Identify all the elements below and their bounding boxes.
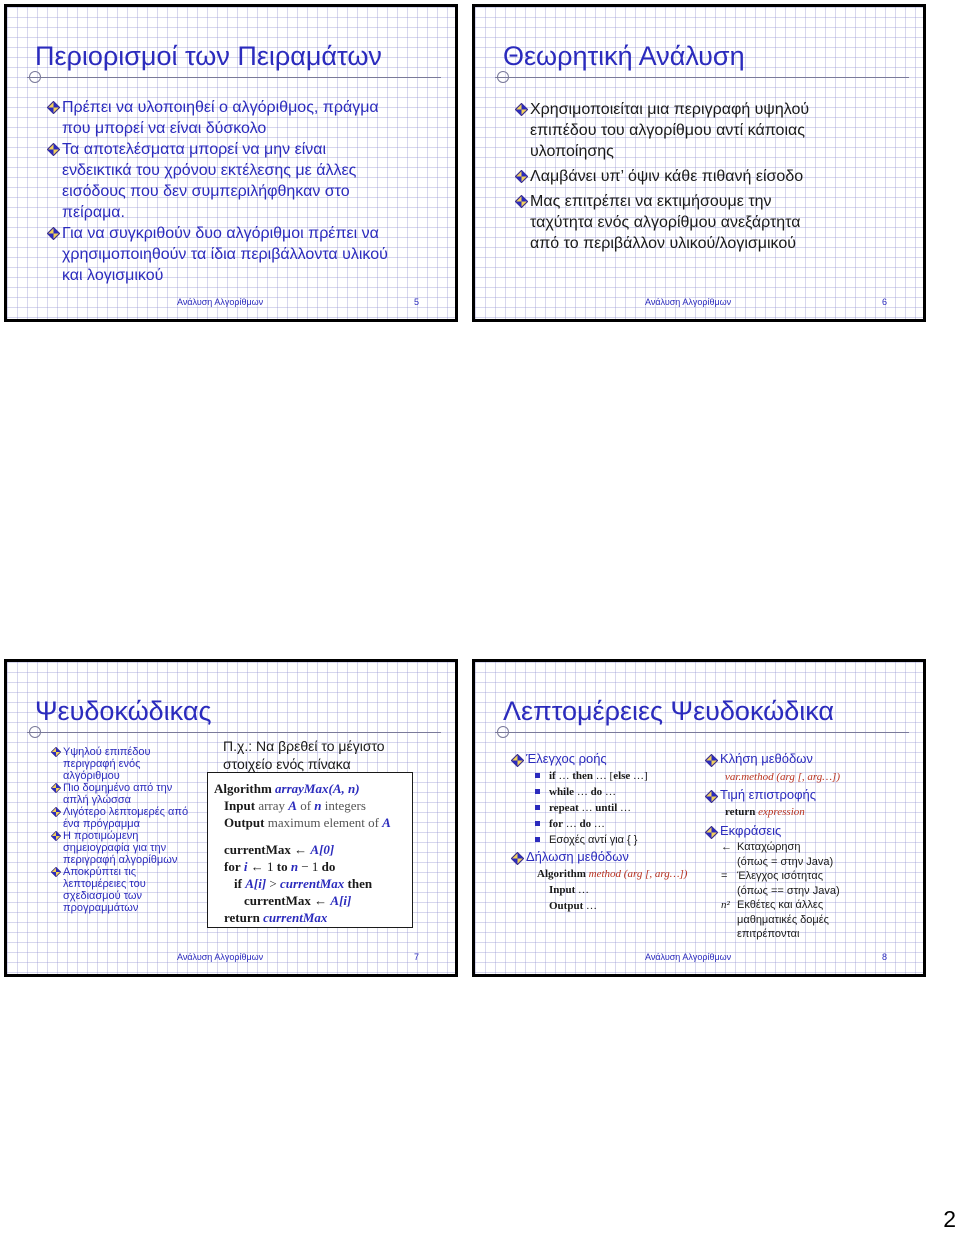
list-item: (όπως = στην Java) [737, 855, 834, 868]
diamond-bullet-icon [51, 807, 61, 817]
bullet-item: Δήλωση μεθόδων [511, 848, 711, 865]
title-rule [495, 732, 909, 733]
bullet-item: Η προτιμώμενη σημειογραφία για την περιγραφή αλγορίθμων [51, 830, 211, 866]
footer-label: Ανάλυση Αλγορίθμων [645, 952, 732, 962]
diamond-bullet-icon [51, 867, 61, 877]
slide-number: 6 [881, 297, 887, 307]
code-line: Algorithm method (arg [, arg…]) [537, 868, 688, 880]
bullet-item: Πιο δομημένο από την απλή γλώσσα [51, 782, 211, 806]
slide-number: 5 [413, 297, 419, 307]
square-bullet-icon [535, 773, 540, 778]
bullet-item: Τιμή επιστροφής [705, 786, 915, 803]
square-bullet-icon [535, 821, 540, 826]
diamond-bullet-icon [51, 783, 61, 793]
list-item: for … do … [535, 816, 648, 832]
slide-title: Θεωρητική Ανάλυση [503, 41, 745, 71]
footer-label: Ανάλυση Αλγορίθμων [177, 297, 264, 307]
slide-5 [4, 4, 458, 322]
bullet-item: Τα αποτελέσματα μπορεί να μην είναι ενδεικτικά του χρόνου εκτέλεσης με άλλες εισόδους που δεν συμπεριλήφθηκαν στο πείραμα. [47, 139, 437, 223]
list-item: while … do … [535, 784, 648, 800]
bullet-item: Μας επιτρέπει να εκτιμήσουμε την ταχύτητα ενός αλγορίθμου ανεξάρτητα από το περιβάλλον υλικού/λογισμικού [515, 191, 905, 254]
code-line: Output … [549, 900, 597, 912]
method-declaration [537, 866, 687, 914]
list-item: repeat … until … [535, 800, 648, 816]
right-column-2 [705, 786, 915, 803]
slide-number: 8 [881, 952, 887, 962]
diamond-bullet-icon [515, 103, 528, 116]
return-syntax: return expression [725, 806, 805, 818]
example-caption: Π.χ.: Να βρεθεί το μέγιστο στοιχείο ενός πίνακα [223, 738, 385, 772]
slide-title: Λεπτομέρειες Ψευδοκώδικα [503, 696, 835, 726]
bullet-item: Εκφράσεις [705, 822, 915, 839]
list-item: Εσοχές αντί για { } [535, 832, 648, 848]
square-bullet-icon [535, 789, 540, 794]
list-item: n² Εκθέτες και άλλες [721, 899, 824, 911]
rule-circle [29, 726, 41, 738]
left-column-2 [511, 848, 711, 865]
diamond-bullet-icon [705, 790, 718, 803]
footer-label: Ανάλυση Αλγορίθμων [177, 952, 264, 962]
code-line: Input array A of n integers [224, 798, 366, 813]
bullet-item: Πρέπει να υλοποιηθεί ο αλγόριθμος, πράγμα που μπορεί να είναι δύσκολο [47, 97, 437, 139]
diamond-bullet-icon [51, 831, 61, 841]
slide-6 [472, 4, 926, 322]
diamond-bullet-icon [47, 143, 60, 156]
bullet-list [51, 746, 211, 914]
bullet-item: Λαμβάνει υπ’ όψιν κάθε πιθανή είσοδο [515, 166, 905, 187]
list-item: μαθηματικές δομές [737, 913, 829, 926]
bullet-list [515, 99, 905, 254]
title-rule [495, 77, 909, 78]
right-column-3 [705, 822, 915, 839]
method-call-syntax: var.method (arg [, arg…]) [725, 771, 840, 783]
slide-footer [475, 952, 923, 966]
code-line: if A[i] > currentMax then [234, 876, 373, 891]
diamond-bullet-icon [511, 754, 524, 767]
code-line: Output maximum element of A [224, 815, 391, 830]
left-column [511, 750, 711, 767]
slide-footer [7, 297, 455, 311]
code-line: Algorithm arrayMax(A, n) [214, 781, 360, 796]
slide-number: 7 [413, 952, 419, 962]
rule-circle [29, 71, 41, 83]
list-item: ← Καταχώρηση [721, 841, 801, 853]
bullet-item: Χρησιμοποιείται μια περιγραφή υψηλού επιπέδου του αλγορίθμου αντί κάποιας υλοποίησης [515, 99, 905, 162]
diamond-bullet-icon [47, 101, 60, 114]
slide-footer [7, 952, 455, 966]
diamond-bullet-icon [515, 195, 528, 208]
code-line: currentMax ← A[i] [244, 893, 352, 908]
pseudocode-box [207, 772, 413, 928]
diamond-bullet-icon [515, 170, 528, 183]
title-rule [27, 77, 441, 78]
title-rule [27, 732, 441, 733]
list-item: (όπως == στην Java) [737, 884, 840, 897]
list-item: επιτρέπονται [737, 928, 800, 940]
code-line: currentMax ← A[0] [224, 842, 335, 857]
bullet-item: Κλήση μεθόδων [705, 750, 915, 767]
diamond-bullet-icon [511, 852, 524, 865]
expressions-list [721, 840, 840, 942]
diamond-bullet-icon [705, 754, 718, 767]
slide-footer [475, 297, 923, 311]
code-line: Input … [549, 884, 590, 896]
slide-title: Ψευδοκώδικας [35, 696, 212, 726]
diamond-bullet-icon [47, 227, 60, 240]
control-flow-list [535, 768, 648, 848]
list-item: = Έλεγχος ισότητας [721, 870, 823, 882]
square-bullet-icon [535, 805, 540, 810]
code-line: for i ← 1 to n − 1 do [224, 859, 336, 874]
footer-label: Ανάλυση Αλγορίθμων [645, 297, 732, 307]
diamond-bullet-icon [51, 747, 61, 757]
bullet-item: Αποκρύπτει τις λεπτομέρειες του σχεδιασμού των προγραμμάτων [51, 866, 211, 914]
slide-8 [472, 659, 926, 977]
square-bullet-icon [535, 837, 540, 842]
bullet-item: Υψηλού επιπέδου περιγραφή ενός αλγόριθμου [51, 746, 211, 782]
page-number: 2 [943, 1206, 956, 1232]
rule-circle [497, 71, 509, 83]
bullet-item: Έλεγχος ροής [511, 750, 711, 767]
bullet-item: Λιγότερο λεπτομερές από ένα πρόγραμμα [51, 806, 211, 830]
slide-7 [4, 659, 458, 977]
code-line: return currentMax [224, 910, 328, 925]
list-item: if … then … [else …] [535, 768, 648, 784]
diamond-bullet-icon [705, 826, 718, 839]
bullet-list [47, 97, 437, 286]
slide-title: Περιορισμοί των Πειραμάτων [35, 41, 382, 71]
rule-circle [497, 726, 509, 738]
right-column [705, 750, 915, 767]
bullet-item: Για να συγκριθούν δυο αλγόριθμοι πρέπει να χρησιμοποιηθούν τα ίδια περιβάλλοντα υλικού και λογισμικού [47, 223, 437, 286]
